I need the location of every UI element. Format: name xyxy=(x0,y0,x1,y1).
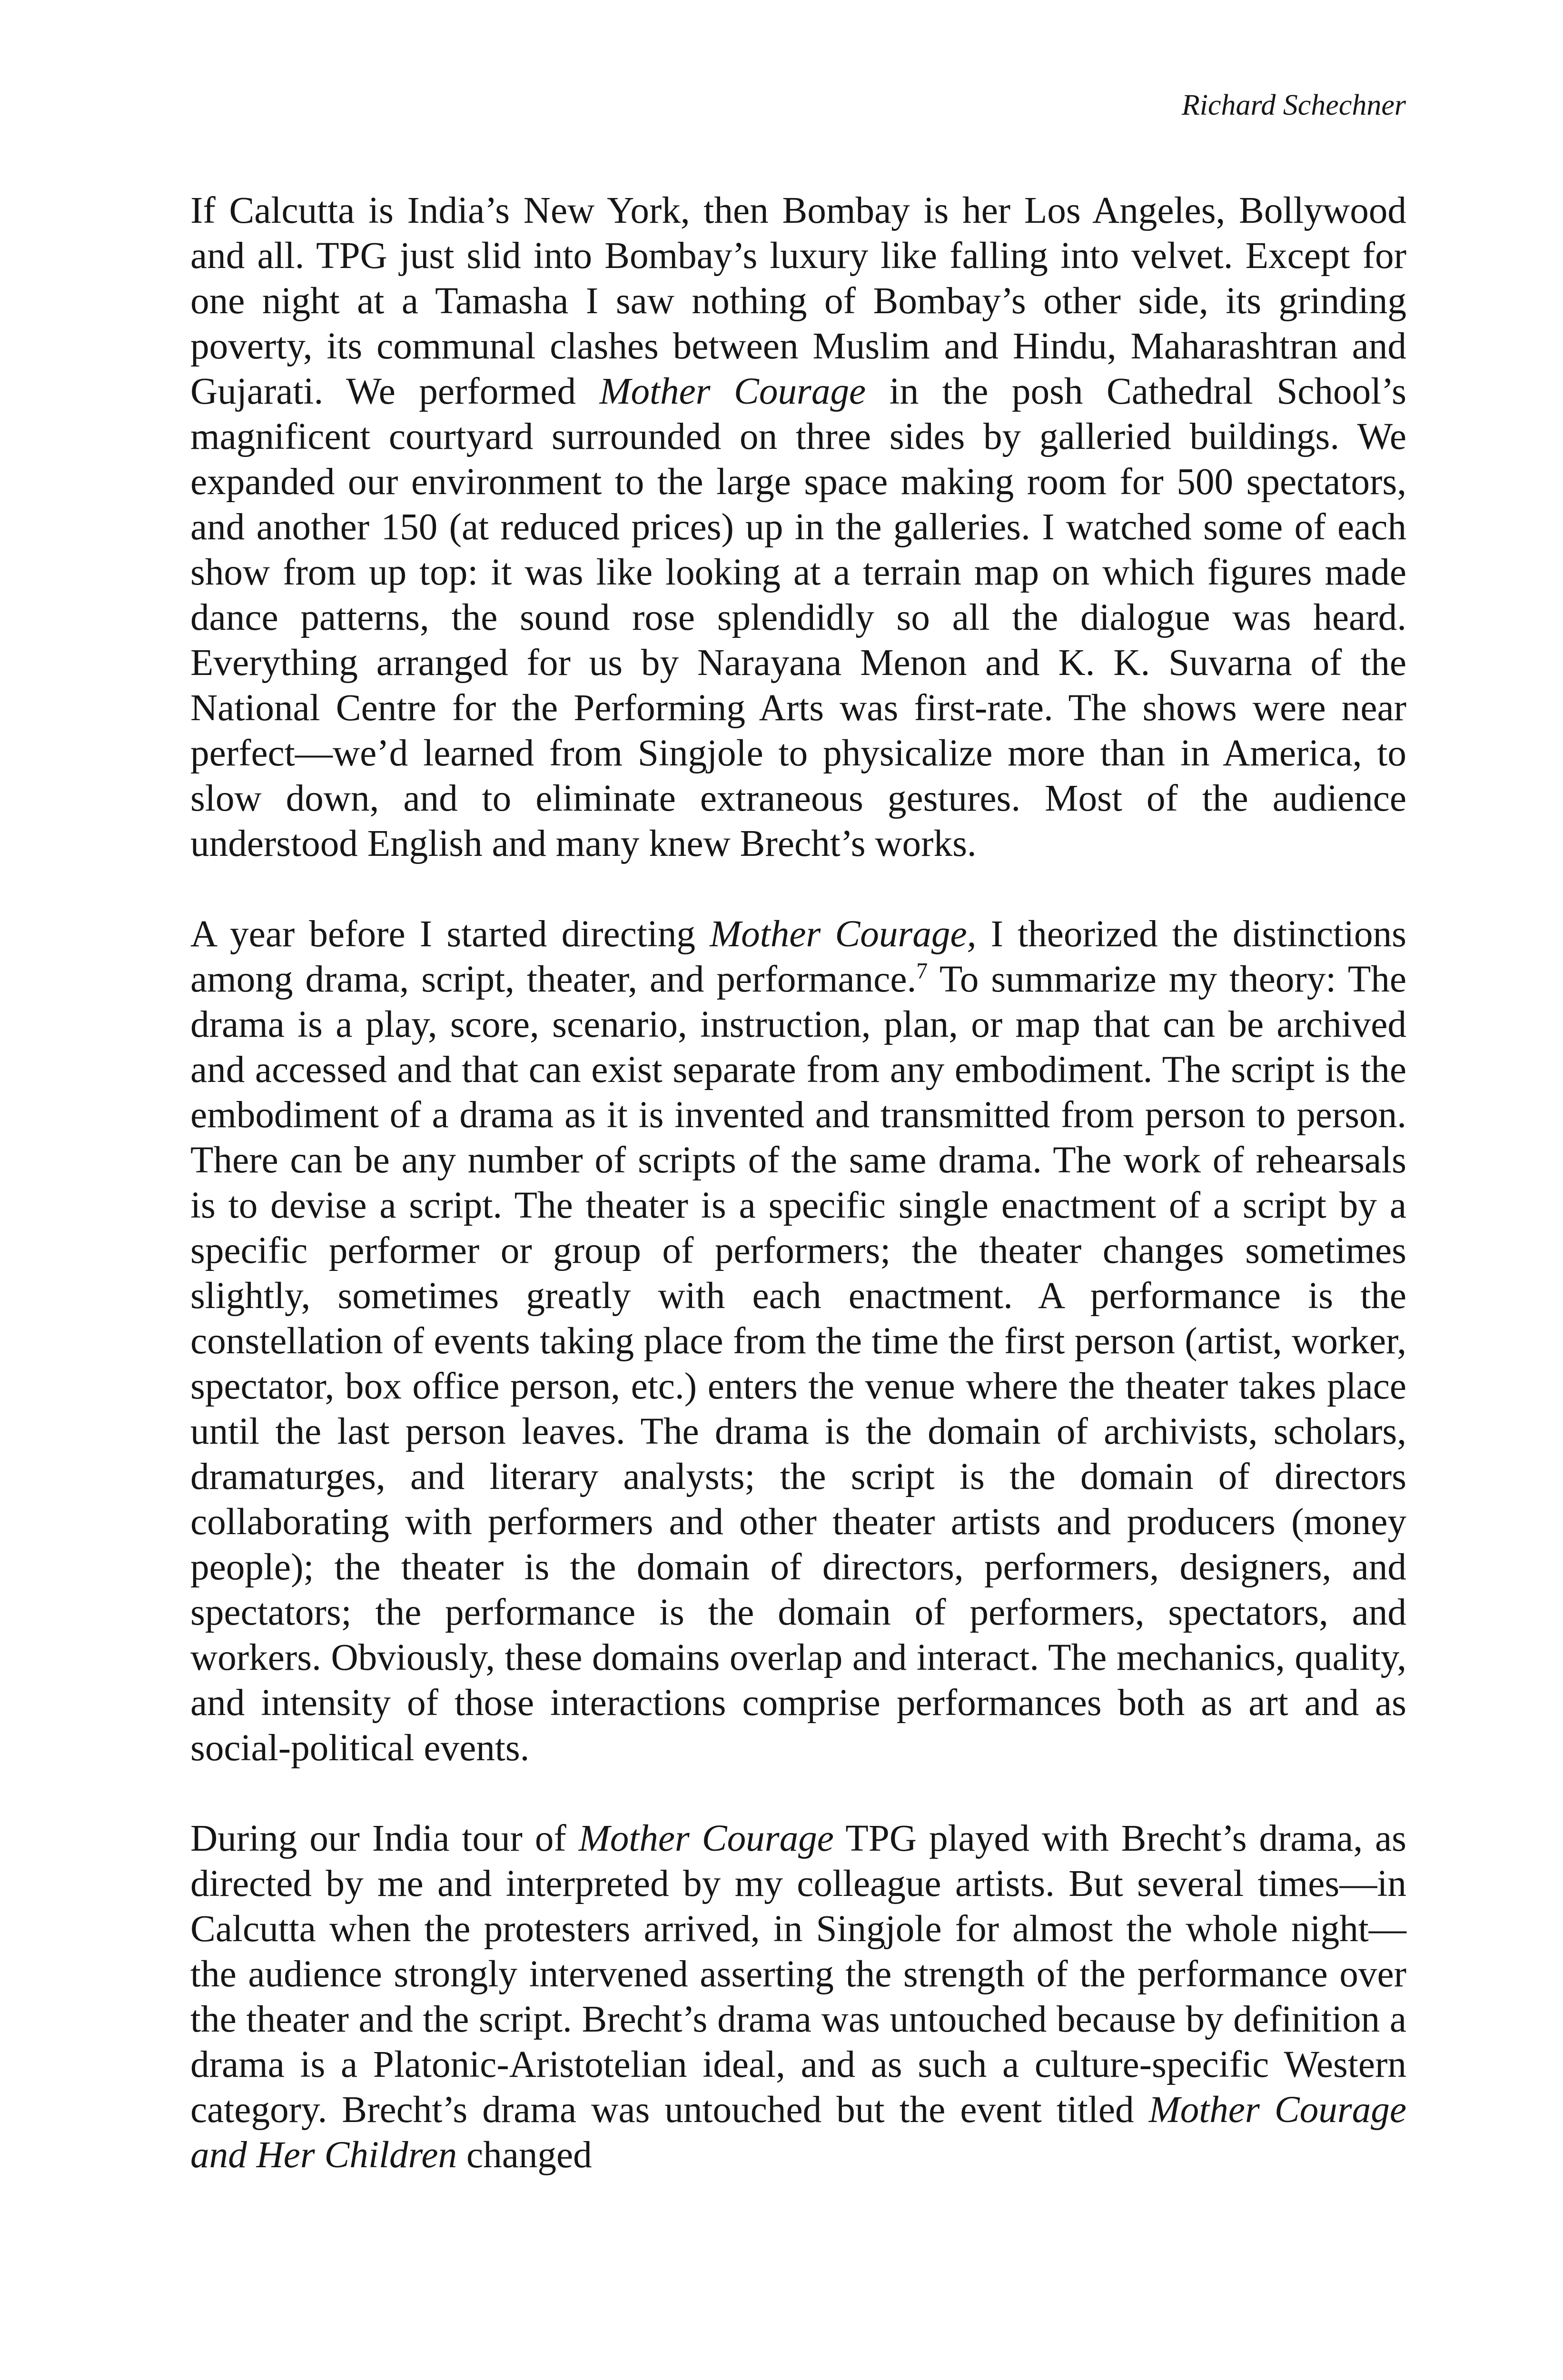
paragraph-bombay xyxy=(190,188,1406,866)
italic-title: Mother Courage xyxy=(599,370,866,412)
text-run: changed xyxy=(457,2134,592,2176)
footnote-marker: 7 xyxy=(916,958,928,984)
paragraph-india-tour xyxy=(190,1816,1406,2178)
text-run: If Calcutta is India’s New York, then Bombay is her Los Angeles, Bollywood and all. TPG just slid into Bombay’s luxury like falling into velvet. Except for one night at a Tamasha I saw nothing of Bombay’s other side, its grinding poverty, its communal clashes between Muslim and Hindu, Maharashtran and Gujarati. We performed xyxy=(190,189,1406,412)
running-head: Richard Schechner xyxy=(1181,89,1406,121)
italic-title: Mother Courage, xyxy=(710,913,977,955)
text-run: in the posh Cathedral School’s magnificent courtyard surrounded on three sides by galleried buildings. We expanded our environment to the large space making room for 500 spectators, and another 150 (at reduced prices) up in the galleries. I watched some of each show from up top: it was like looking at a terrain map on which figures made dance patterns, the sound rose splendidly so all the dialogue was heard. Everything arranged for us by Narayana Menon and K. K. Suvarna of the National Centre for the Performing Arts was first-rate. The shows were near perfect—we’d learned from Singjole to physicalize more than in America, to slow down, and to eliminate extraneous gestures. Most of the audience understood English and many knew Brecht’s works. xyxy=(190,370,1406,864)
text-run: To summarize my theory: The drama is a play, score, scenario, instruction, plan, or map that can be archived and accessed and that can exist separate from any embodiment. The script is the embodiment of a drama as it is invented and transmitted from person to person. There can be any number of scripts of the same drama. The work of rehearsals is to devise a script. The theater is a specific single enactment of a script by a specific performer or group of performers; the theater changes sometimes slightly, sometimes greatly with each enactment. A performance is the constellation of events taking place from the time the first person (artist, worker, spectator, box office person, etc.) enters the venue where the theater takes place until the last person leaves. The drama is the domain of archivists, scholars, dramaturges, and literary analysts; the script is the domain of directors collaborating with performers and other theater artists and producers (money people); the theater is the domain of directors, performers, designers, and spectators; the performance is the domain of performers, spectators, and workers. Obviously, these domains overlap and interact. The mechanics, quality, and intensity of those interactions comprise performances both as art and as social-political events. xyxy=(190,958,1407,1769)
text-run: During our India tour of xyxy=(190,1817,579,1859)
text-run: I theorized the distinctions among drama, script, theater, and performance. xyxy=(190,913,1406,1000)
italic-title: Mother Courage and Her Children xyxy=(190,2089,1406,2176)
body-text xyxy=(190,188,1406,2178)
text-run: A year before I started directing xyxy=(190,913,710,955)
italic-title: Mother Courage xyxy=(578,1817,834,1859)
paragraph-theory xyxy=(190,912,1406,1771)
text-run: TPG played with Brecht’s drama, as directed by me and interpreted by my colleague artists. But several times—in Calcutta when the protesters arrived, in Singjole for almost the whole night—the audience strongly intervened asserting the strength of the performance over the theater and the script. Brecht’s drama was untouched because by definition a drama is a Platonic-Aristotelian ideal, and as such a culture-specific Western category. Brecht’s drama was untouched but the event titled xyxy=(190,1817,1406,2131)
